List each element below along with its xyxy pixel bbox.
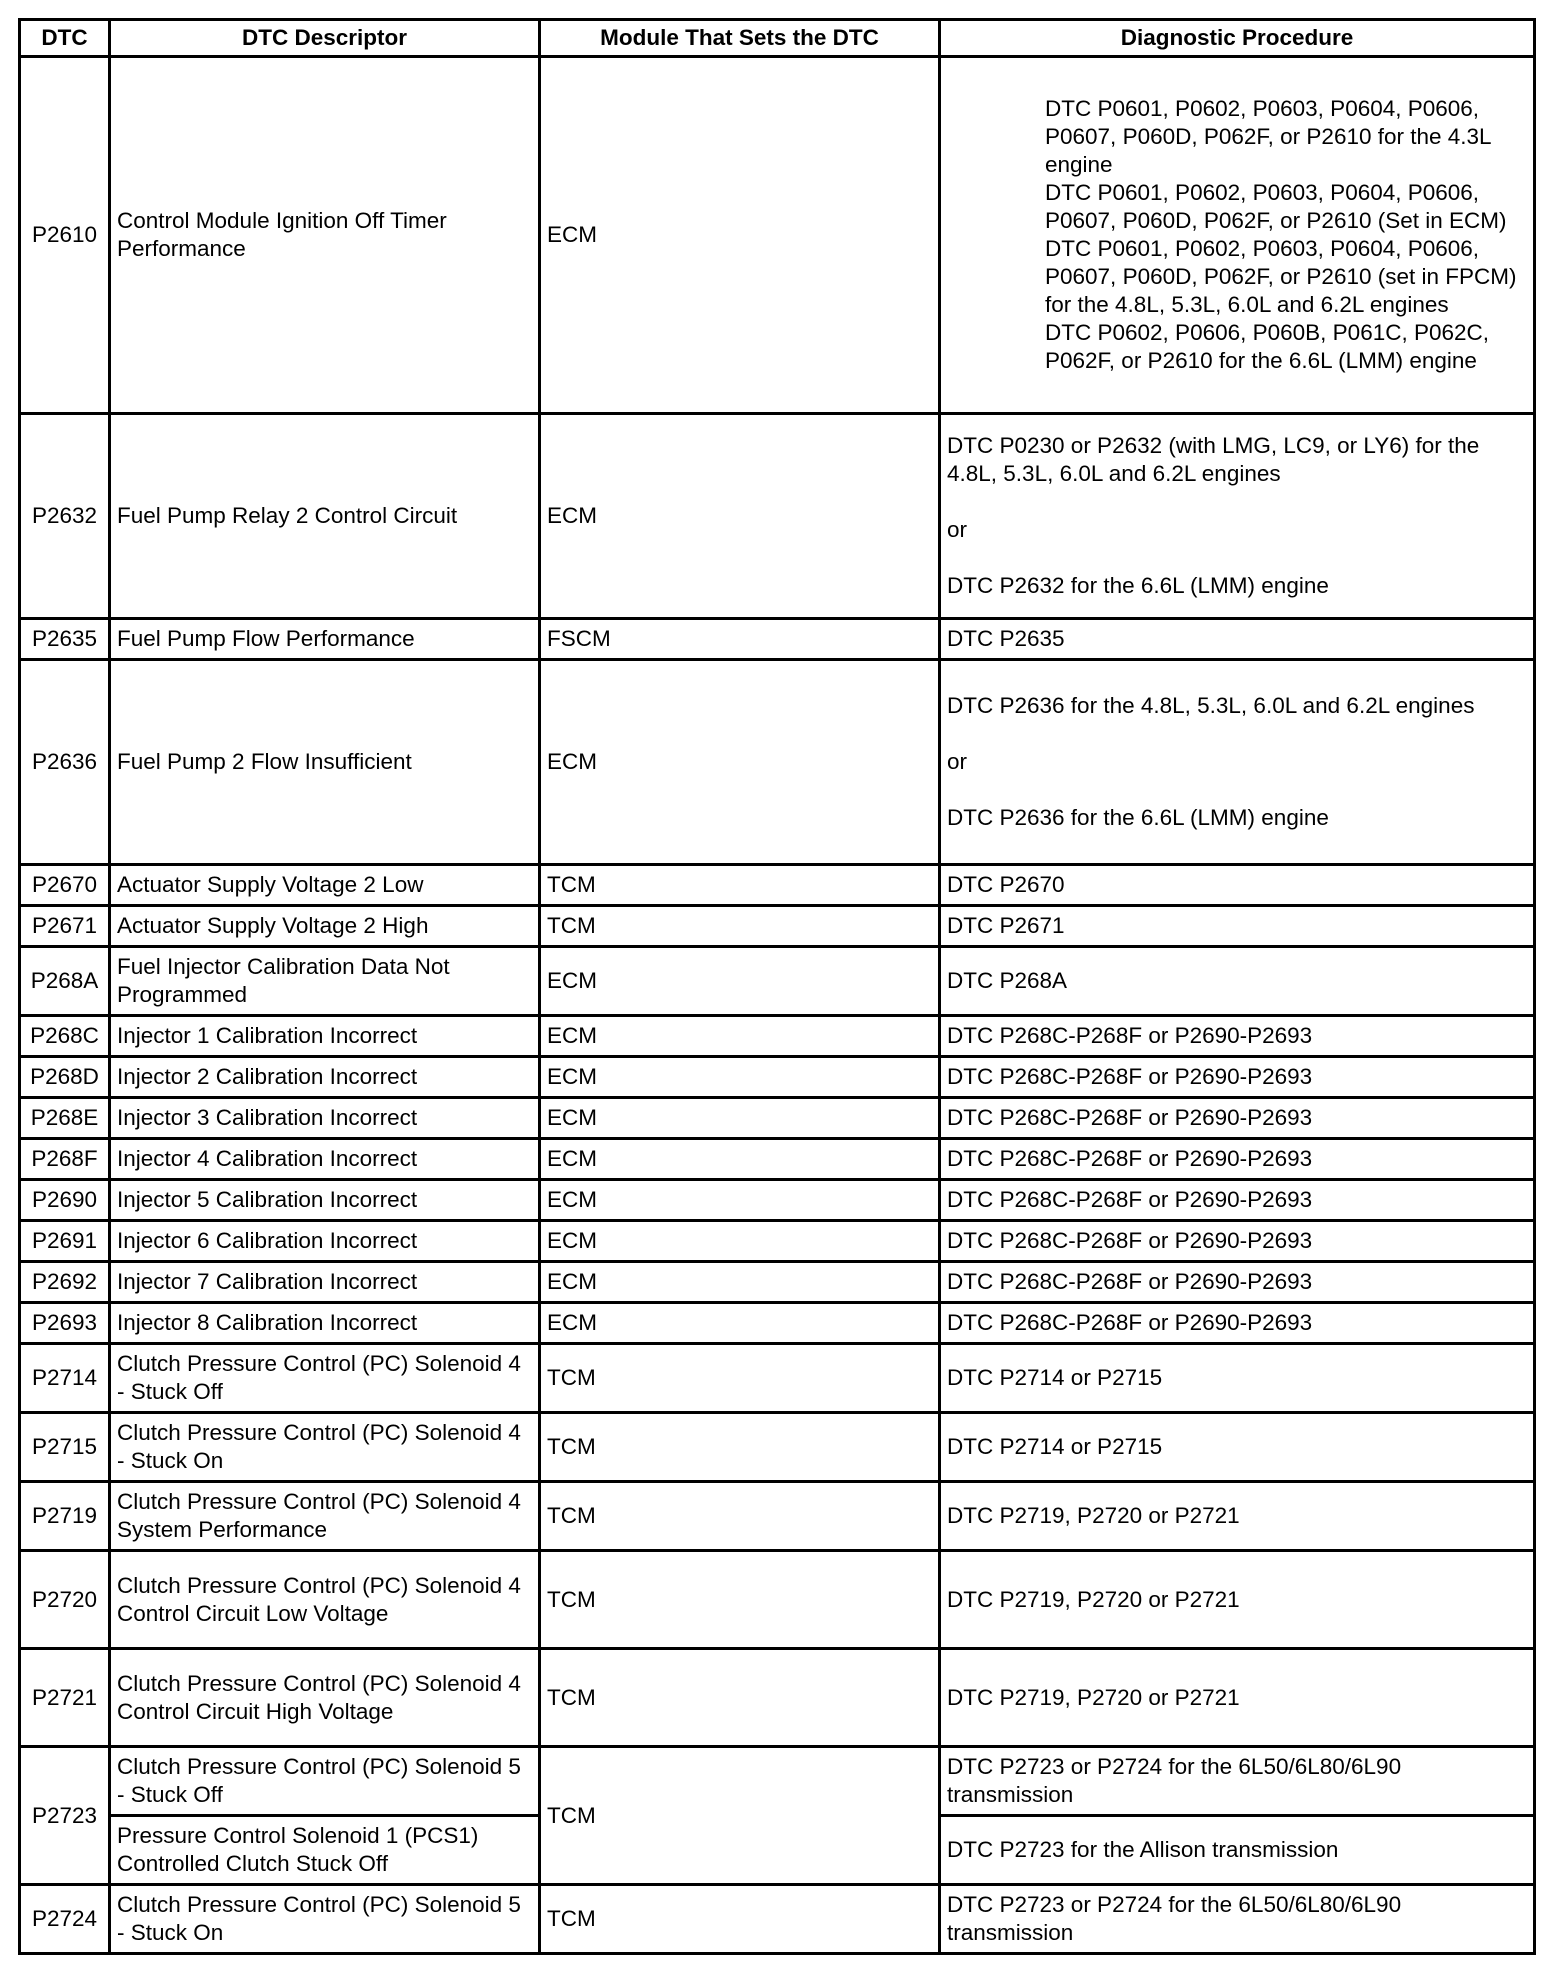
dtc-table — [18, 18, 1536, 1955]
dtc-descriptor: Injector 1 Calibration Incorrect — [110, 1016, 540, 1057]
table-row — [20, 1139, 1535, 1180]
dtc-descriptor: Clutch Pressure Control (PC) Solenoid 4 Control Circuit Low Voltage — [110, 1551, 540, 1649]
dtc-code: P2723 — [20, 1747, 110, 1885]
dtc-code: P268F — [20, 1139, 110, 1180]
procedure-line: or — [947, 517, 968, 542]
dtc-module: TCM — [540, 906, 940, 947]
dtc-code: P2721 — [20, 1649, 110, 1747]
procedure-line: DTC P0230 or P2632 (with LMG, LC9, or LY6) for the 4.8L, 5.3L, 6.0L and 6.2L engines — [947, 433, 1480, 486]
dtc-module: ECM — [540, 660, 940, 865]
dtc-descriptor: Injector 2 Calibration Incorrect — [110, 1057, 540, 1098]
table-row — [20, 1303, 1535, 1344]
table-row — [20, 1885, 1535, 1954]
table-row — [20, 1551, 1535, 1649]
diagnostic-procedure: DTC P2723 or P2724 for the 6L50/6L80/6L90 transmission — [940, 1885, 1535, 1954]
dtc-code: P2670 — [20, 865, 110, 906]
dtc-code: P2691 — [20, 1221, 110, 1262]
dtc-descriptor: Clutch Pressure Control (PC) Solenoid 5 - Stuck On — [110, 1885, 540, 1954]
dtc-code: P268C — [20, 1016, 110, 1057]
diagnostic-procedure: DTC P268C-P268F or P2690-P2693 — [940, 1180, 1535, 1221]
diagnostic-procedure — [940, 660, 1535, 865]
table-row — [20, 947, 1535, 1016]
procedure-line: DTC P0602, P0606, P060B, P061C, P062C, P062F, or P2610 for the 6.6L (LMM) engine — [1045, 320, 1490, 373]
dtc-descriptor: Injector 6 Calibration Incorrect — [110, 1221, 540, 1262]
table-row — [20, 1016, 1535, 1057]
table-row — [20, 414, 1535, 619]
procedure-line: DTC P2636 for the 6.6L (LMM) engine — [947, 805, 1329, 830]
diagnostic-procedure: DTC P2719, P2720 or P2721 — [940, 1482, 1535, 1551]
dtc-descriptor: Clutch Pressure Control (PC) Solenoid 4 - Stuck Off — [110, 1344, 540, 1413]
table-row — [20, 1344, 1535, 1413]
procedure-line: DTC P2636 for the 4.8L, 5.3L, 6.0L and 6.2L engines — [947, 693, 1475, 718]
diagnostic-procedure: DTC P2719, P2720 or P2721 — [940, 1649, 1535, 1747]
dtc-descriptor: Injector 5 Calibration Incorrect — [110, 1180, 540, 1221]
dtc-module: TCM — [540, 865, 940, 906]
diagnostic-procedure — [940, 414, 1535, 619]
dtc-module: TCM — [540, 1649, 940, 1747]
diagnostic-procedure: DTC P268C-P268F or P2690-P2693 — [940, 1303, 1535, 1344]
dtc-module: ECM — [540, 1221, 940, 1262]
table-row — [20, 57, 1535, 414]
dtc-module: ECM — [540, 1262, 940, 1303]
dtc-module: TCM — [540, 1344, 940, 1413]
dtc-descriptor: Injector 7 Calibration Incorrect — [110, 1262, 540, 1303]
table-row — [20, 906, 1535, 947]
diagnostic-procedure: DTC P2671 — [940, 906, 1535, 947]
diagnostic-procedure: DTC P268C-P268F or P2690-P2693 — [940, 1016, 1535, 1057]
dtc-code: P268D — [20, 1057, 110, 1098]
dtc-descriptor: Injector 4 Calibration Incorrect — [110, 1139, 540, 1180]
dtc-descriptor: Clutch Pressure Control (PC) Solenoid 4 Control Circuit High Voltage — [110, 1649, 540, 1747]
diagnostic-procedure: DTC P2723 or P2724 for the 6L50/6L80/6L90 transmission — [940, 1747, 1535, 1816]
dtc-code: P2692 — [20, 1262, 110, 1303]
dtc-code: P268A — [20, 947, 110, 1016]
dtc-module: TCM — [540, 1885, 940, 1954]
dtc-code: P2724 — [20, 1885, 110, 1954]
diagnostic-procedure: DTC P268A — [940, 947, 1535, 1016]
table-row — [20, 1262, 1535, 1303]
diagnostic-procedure: DTC P268C-P268F or P2690-P2693 — [940, 1221, 1535, 1262]
dtc-descriptor: Control Module Ignition Off Timer Performance — [110, 57, 540, 414]
table-row — [20, 1098, 1535, 1139]
diagnostic-procedure: DTC P2670 — [940, 865, 1535, 906]
dtc-module: ECM — [540, 1180, 940, 1221]
table-row — [20, 1180, 1535, 1221]
dtc-module: ECM — [540, 414, 940, 619]
dtc-descriptor: Fuel Pump Flow Performance — [110, 619, 540, 660]
col-header-descriptor: DTC Descriptor — [110, 20, 540, 57]
diagnostic-procedure: DTC P268C-P268F or P2690-P2693 — [940, 1262, 1535, 1303]
diagnostic-procedure: DTC P2714 or P2715 — [940, 1344, 1535, 1413]
dtc-code: P2693 — [20, 1303, 110, 1344]
dtc-module: ECM — [540, 1098, 940, 1139]
dtc-descriptor: Injector 3 Calibration Incorrect — [110, 1098, 540, 1139]
diagnostic-procedure: DTC P268C-P268F or P2690-P2693 — [940, 1098, 1535, 1139]
dtc-code: P2671 — [20, 906, 110, 947]
dtc-code: P2719 — [20, 1482, 110, 1551]
dtc-module: ECM — [540, 1016, 940, 1057]
procedure-line: DTC P0601, P0602, P0603, P0604, P0606, P0607, P060D, P062F, or P2610 for the 4.3L engine — [1045, 96, 1491, 177]
diagnostic-procedure: DTC P268C-P268F or P2690-P2693 — [940, 1057, 1535, 1098]
dtc-code: P2610 — [20, 57, 110, 414]
dtc-descriptor: Clutch Pressure Control (PC) Solenoid 4 - Stuck On — [110, 1413, 540, 1482]
dtc-code: P2714 — [20, 1344, 110, 1413]
table-row — [20, 1482, 1535, 1551]
dtc-module: TCM — [540, 1747, 940, 1885]
procedure-line: DTC P0601, P0602, P0603, P0604, P0606, P0607, P060D, P062F, or P2610 (Set in ECM) DTC P0601, P0602, P0603, P0604, P0606, P0607, P060D, P062F, or P2610 (set in FPCM) for the 4.8L, 5.3L, 6.0L and 6.2L engines — [1045, 180, 1517, 317]
dtc-module: ECM — [540, 947, 940, 1016]
dtc-descriptor: Fuel Injector Calibration Data Not Programmed — [110, 947, 540, 1016]
dtc-code: P2690 — [20, 1180, 110, 1221]
dtc-descriptor: Clutch Pressure Control (PC) Solenoid 5 - Stuck Off — [110, 1747, 540, 1816]
dtc-descriptor: Actuator Supply Voltage 2 High — [110, 906, 540, 947]
diagnostic-procedure: DTC P2719, P2720 or P2721 — [940, 1551, 1535, 1649]
table-row — [20, 1649, 1535, 1747]
dtc-descriptor: Actuator Supply Voltage 2 Low — [110, 865, 540, 906]
dtc-module: FSCM — [540, 619, 940, 660]
dtc-module: TCM — [540, 1482, 940, 1551]
table-row — [20, 1747, 1535, 1816]
table-row — [20, 1057, 1535, 1098]
dtc-code: P2632 — [20, 414, 110, 619]
col-header-procedure: Diagnostic Procedure — [940, 20, 1535, 57]
dtc-descriptor: Injector 8 Calibration Incorrect — [110, 1303, 540, 1344]
diagnostic-procedure: DTC P268C-P268F or P2690-P2693 — [940, 1139, 1535, 1180]
diagnostic-procedure: DTC P2635 — [940, 619, 1535, 660]
table-row — [20, 1413, 1535, 1482]
diagnostic-procedure: DTC P2714 or P2715 — [940, 1413, 1535, 1482]
dtc-module: ECM — [540, 1303, 940, 1344]
procedure-line: DTC P2632 for the 6.6L (LMM) engine — [947, 573, 1329, 598]
dtc-module: ECM — [540, 1057, 940, 1098]
dtc-descriptor: Fuel Pump 2 Flow Insufficient — [110, 660, 540, 865]
procedure-line: or — [947, 749, 968, 774]
dtc-module: TCM — [540, 1413, 940, 1482]
table-row — [20, 865, 1535, 906]
dtc-code: P268E — [20, 1098, 110, 1139]
dtc-module: ECM — [540, 1139, 940, 1180]
dtc-code: P2715 — [20, 1413, 110, 1482]
dtc-descriptor: Pressure Control Solenoid 1 (PCS1) Controlled Clutch Stuck Off — [110, 1816, 540, 1885]
diagnostic-procedure — [940, 57, 1535, 414]
col-header-module: Module That Sets the DTC — [540, 20, 940, 57]
table-row — [20, 660, 1535, 865]
dtc-code: P2720 — [20, 1551, 110, 1649]
dtc-module: TCM — [540, 1551, 940, 1649]
table-row — [20, 1221, 1535, 1262]
dtc-descriptor: Fuel Pump Relay 2 Control Circuit — [110, 414, 540, 619]
dtc-descriptor: Clutch Pressure Control (PC) Solenoid 4 System Performance — [110, 1482, 540, 1551]
dtc-module: ECM — [540, 57, 940, 414]
dtc-code: P2636 — [20, 660, 110, 865]
table-row — [20, 619, 1535, 660]
diagnostic-procedure: DTC P2723 for the Allison transmission — [940, 1816, 1535, 1885]
dtc-code: P2635 — [20, 619, 110, 660]
header-row — [20, 20, 1535, 57]
col-header-dtc: DTC — [20, 20, 110, 57]
